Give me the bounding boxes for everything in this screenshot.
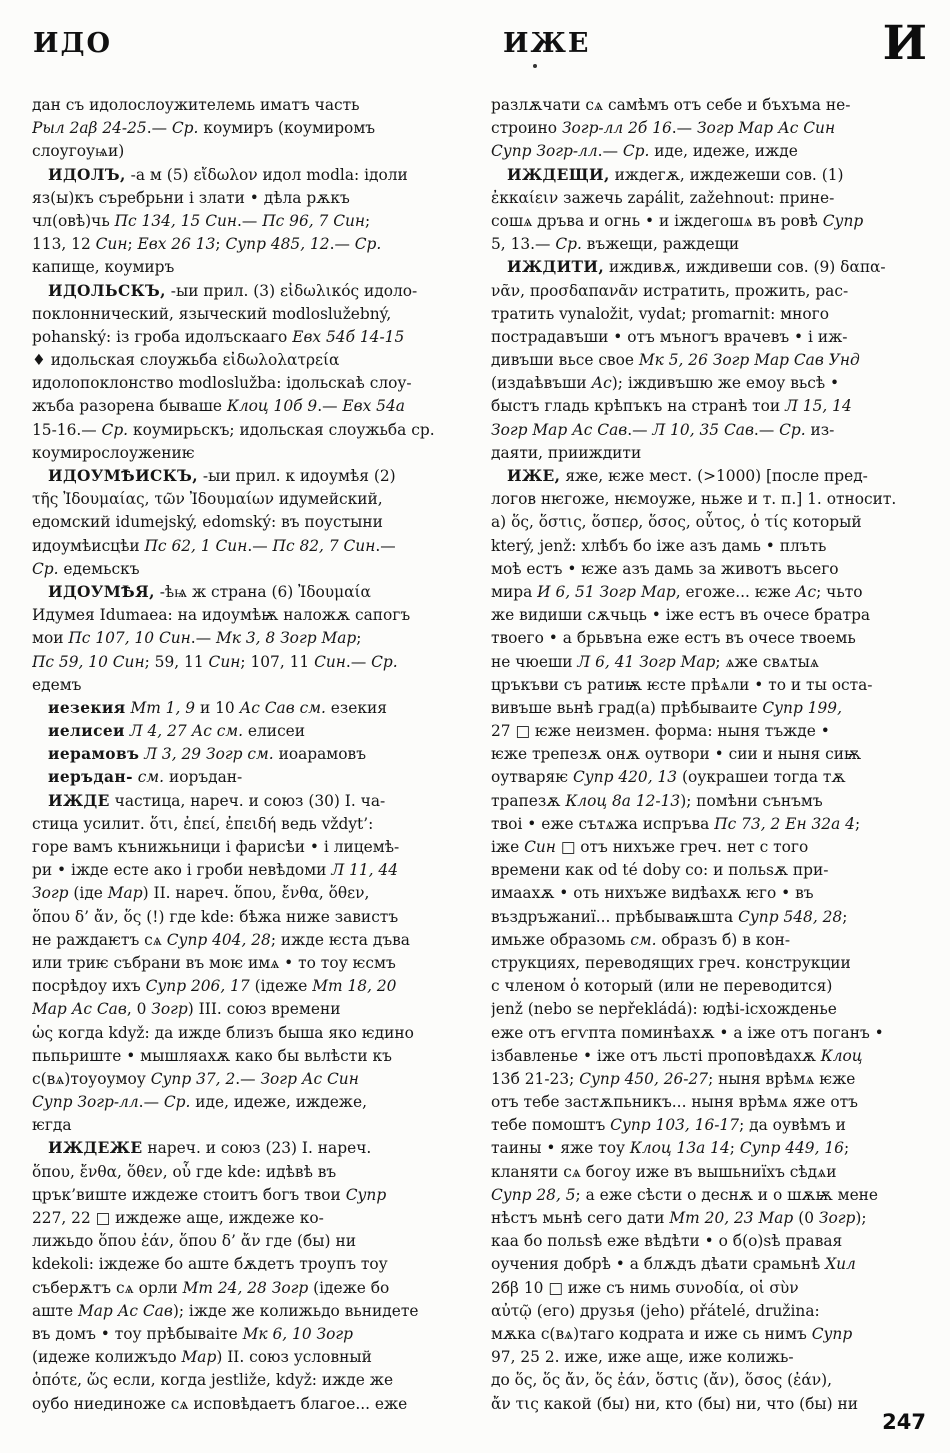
text-line: ἐκκαίειν зажечь zapálit, zažehnout: прине- [491,188,835,207]
text-line: оутваряѥ Супр 420, 13 (оукрашеи тогда тѫ [491,768,846,787]
text-line: τῆς Ἰδουμαίας, τῶν Ἰδουμαίων идумейский, [32,490,383,509]
text-line: pohanský: із гроба идолъскааго Евх 54б 14-15 [32,327,405,346]
text-line: ѥгда [32,1116,72,1135]
text-line: ИЖДЕ частица, нареч. и союз (30) I. ча- [48,791,386,810]
text-line: оубо ниединоже сѧ исповѣдаетъ благое... еже [32,1394,408,1413]
headword: ИЖДЕЩИ, [507,165,610,184]
text-line: 5, 13.— Ср. въжещи, раждещи [491,235,740,254]
text-line: 27 □ ѥже неизмен. форма: ныня тъжде • [491,722,830,741]
text-line: даяти, прииждити [491,443,642,462]
text-line: твоего • а брьвъна еже естъ въ очесе твоемь [491,629,856,648]
text-line: въздръжаниї... прѣбываѭшта Супр 548, 28; [491,907,848,926]
text-line: капище, коумиръ [32,258,175,277]
text-line: оучения добрѣ • а блѫдъ дѣати срамьнѣ Хил [491,1255,856,1274]
text-line: ♦ идольская слоужьба εἰδωλολατρεία [32,351,340,370]
text-line: с(вѧ)тоуоумоу Супр 37, 2.— Зогр Ас Син [32,1069,359,1088]
text-line: таины • яже тоу Клоц 13а 14; Супр 449, 16; [491,1139,850,1158]
text-line: 13б 21-23; Супр 450, 26-27; ныня врѣмѧ ѥже [491,1069,856,1088]
text-line: мои Пс 107, 10 Син.— Мк 3, 8 Зогр Мар; [32,629,362,648]
text-line: иерамовъ Л 3, 29 Зогр см. иоарамовъ [48,745,366,764]
text-line: 113, 12 Син; Евх 26 13; Супр 485, 12.— Ср. [32,235,382,254]
print-speck [533,64,537,68]
text-line: имаахѫ • оть нихъже видѣахѫ ѥго • въ [491,884,814,903]
text-line: или триѥ събрани въ моѥ имѧ • то тоу ѥсмъ [32,953,396,972]
text-line: Рыл 2аβ 24-25.— Ср. коумиръ (коумиромъ [32,119,376,138]
text-line: пострадавъши • отъ мъногъ врачевъ • і иж- [491,327,848,346]
headword: ИДОЛЬСКЪ, [48,281,166,300]
text-line: ὁπότε, ὥς если, когда jestliže, když: ижде же [32,1371,394,1390]
text-line: ὅπου, ἔνθα, ὅθεν, οὗ где kde: идѣвѣ въ [32,1162,337,1181]
text-line: црък’виште иждеже стоитъ богъ твои Супр [32,1185,387,1204]
text-line: быстъ гладь крѣпъкъ на странѣ тои Л 15, 14 [491,397,852,416]
text-line: ИДОУМѢЯ, -ѣѩ ж страна (6) Ἰδουμαία [48,582,371,601]
text-line: ИЖДИТИ, иждивѫ, иждивеши сов. (9) δαπα- [507,258,886,277]
text-line: ἄν τις какой (бы) ни, кто (бы) ни, что (бы) ни [491,1394,859,1413]
text-line: ѥже трепезѫ онѫ оутвори • сии и ныня сиѭ [491,745,862,764]
text-line: тратить vynaložit, vydat; promarnit: много [491,304,829,323]
headword: ИЖДЕЖЕ [48,1139,143,1158]
text-line: а) ὅς, ὅστις, ὅσπερ, ὅσος, οὗτος, ὁ τίς который [491,513,862,532]
text-line: цръкъви съ ратиѭ ѥсте прѣѧли • то и ты оста- [491,675,873,694]
text-line: имьже образомь см. образъ б) в кон- [491,930,791,949]
headword: ИДОУМѢЯ, [48,582,155,601]
text-line: дан съ идолослоужителемь иматъ часть [32,96,360,114]
text-line: ри • іжде есте ако і гроби невѣдоми Л 11, 44 [32,861,399,880]
text-line: мѫка с(вѧ)таго кодрата и иже сь нимъ Супр [491,1324,853,1343]
text-line: jenž (nebo se nepřekládá): юдѣі-ісхожденье [491,1000,837,1019]
text-line: въ домъ • тоу прѣбываіте Мк 6, 10 Зогр [32,1324,354,1343]
text-line: нѣстъ мьнѣ сего дати Мт 20, 23 Мар (0 Зогр); [491,1209,867,1227]
text-line: 227, 22 □ иждеже аще, иждеже ко- [32,1209,324,1227]
text-line: сошѧ дръва и огнь • и іждегошѧ въ ровѣ Супр [491,211,864,230]
text-line: не раждаѥтъ сѧ Супр 404, 28; ижде ѥста дъва [32,930,410,949]
text-line: (издаѣвъши Ас); іждивъшю же емоу вьсѣ • [491,374,840,393]
page-number: 247 [882,1410,926,1434]
text-line: Ср. едемьскъ [32,559,140,578]
text-line: аште Мар Ас Сав); іжде же колижьдо вьнидете [32,1301,419,1320]
text-line: стица усилит. ὅτι, ἐπεί, ἐπειδή ведь vždyt’: [32,814,374,833]
text-line: дивъши вьсе свое Мк 5, 26 Зогр Мар Сав Унд [491,351,860,370]
text-line: моѣ естъ • ѥже азъ дамь за животъ вьсего [491,559,839,578]
headword: иеръдан- [48,768,133,787]
text-line: иеръдан- см. иоръдан- [48,768,243,787]
headword: ИДОУМѢИСКЪ, [48,467,198,485]
text-line: поклоннический, языческий modloslužebný, [32,304,392,323]
headword: иелисеи [48,722,125,741]
text-line: слоугоуѩи) [32,142,125,161]
text-line: Супр 28, 5; а еже сѣсти о деснѫ и о шѫѭ мене [491,1185,879,1204]
text-line: же видиши сѫчьць • іже естъ въ очесе братра [491,606,871,625]
text-line: ИДОУМѢИСКЪ, -ыи прил. к идоумѣя (2) [48,467,396,485]
text-line: Супр Зогр-лл.— Ср. иде, идеже, ижде [491,142,798,161]
headword: ИЖДИТИ, [507,258,605,277]
headword: иерамовъ [48,745,140,764]
text-line: едемъ [32,675,82,694]
text-line: каа бо польѕѣ еже вѣдѣти • о б(о)ѕѣ правая [491,1232,843,1251]
text-line: трапезѫ Клоц 8а 12-13); помѣни сънъмъ [491,791,823,810]
text-line: логов нѥгоже, нѥмоуже, ньже и т. п.] 1. относит. [491,490,897,509]
text-line: вивъше вьнѣ град(а) прѣбываите Супр 199, [491,698,842,717]
text-line: Пс 59, 10 Син; 59, 11 Син; 107, 11 Син.— Ср. [32,652,398,671]
text-line: едомский idumejský, edomský: въ поустыни [32,513,383,532]
text-line: Супр Зогр-лл.— Ср. иде, идеже, иждеже, [32,1093,367,1112]
text-line: αὐτῷ (его) друзья (jeho) přátelé, družina: [491,1301,820,1320]
text-line: ὡς когда když: да ижде близъ быша яко ѥдино [32,1023,414,1042]
right-column [491,94,929,1416]
text-line: ИЖДЕЩИ, иждегѫ, иждежеши сов. (1) [507,165,844,184]
text-line: разлѫчати сѧ самѣмъ отъ себе и бъхъма не- [491,96,851,114]
text-line: ИЖЕ, яже, ѥже мест. (>1000) [после пред- [507,467,868,485]
text-line: идоумѣисцѣи Пс 62, 1 Син.— Пс 82, 7 Син.— [32,536,396,555]
running-head-center: ИЖЕ [503,28,591,59]
text-line: ИДОЛЪ, -а м (5) εἴδωλον идол modla: ідоли [48,165,408,184]
text-line: строино Зогр-лл 2б 16.— Зогр Мар Ас Син [491,119,836,138]
text-line: ИЖДЕЖЕ нареч. и союз (23) I. нареч. [48,1139,372,1158]
text-line: не чюеши Л 6, 41 Зогр Мар; ѧже свѧтыѧ [491,652,819,671]
text-line: мира И 6, 51 Зогр Мар, егоже... ѥже Ас; чьто [491,582,863,601]
text-line: Зогр Мар Ас Сав.— Л 10, 35 Сав.— Ср. из- [491,420,835,439]
section-letter: И [882,16,928,71]
text-line: идолопоклонство modloslužba: ідольскаѣ слоу- [32,374,412,393]
text-line: Зогр (іде Мар) II. нареч. ὅπου, ἔνθα, ὅθεν, [32,884,370,903]
text-line: до ὅς, ὅς ἄν, ὅς ἐάν, ὅστις (ἄν), ὅσος (ἐάν), [491,1371,833,1390]
headword: ИЖЕ, [507,467,561,485]
text-line: пьпьриште • мышляахѫ како бы вьлѣсти къ [32,1046,392,1065]
text-line: жъба разорена бываше Клоц 10б 9.— Евх 54а [32,397,405,416]
text-line: посрѣдоу ихъ Супр 206, 17 (ідеже Мт 18, 20 [32,977,397,996]
text-line: ИДОЛЬСКЪ, -ыи прил. (3) εἰδωλικός идоло- [48,281,418,300]
text-line: времени как od té doby co: и польѕѫ при- [491,861,829,880]
text-line: струкциях, переводящих греч. конструкции [491,953,851,972]
text-line: с членом ὁ который (или не переводится) [491,977,833,996]
text-line: kdekoli: іждеже бо аште бѫдетъ троупъ тоу [32,1255,388,1274]
text-line: коумирослоужениѥ [32,443,195,462]
text-line: νᾶν, προσδαπανᾶν истратить, прожить, рас- [491,281,849,300]
text-line: твоі • еже сътѧжа испръва Пс 73, 2 Ен 32а 4; [491,814,861,833]
left-column [32,94,470,1416]
headword: иезекия [48,698,126,717]
headword: ИДОЛЪ, [48,165,126,184]
text-line: іже Син □ отъ нихъже греч. нет с того [491,838,809,856]
text-line: иелисеи Л 4, 27 Ас см. елисеи [48,722,306,741]
text-line: 97, 25 2. иже, иже аще, иже колижь- [491,1348,794,1367]
text-line: иезекия Мт 1, 9 и 10 Ас Сав см. езекия [48,698,387,717]
text-line: съберѫтъ сѧ орли Мт 24, 28 Зогр (ідеже бо [32,1278,390,1297]
text-line: лижьдо ὅπου ἐάν, ὅπου δ’ ἄν где (бы) ни [32,1232,356,1251]
text-line: яз(ы)къ съребрьни і злати • дѣла рѫкъ [32,188,350,207]
text-line: еже отъ егѵпта поминѣахѫ • а іже отъ поганъ • [491,1023,884,1042]
text-line: 2бβ 10 □ иже съ нимь συνοδία, οἱ σὺν [491,1278,799,1297]
text-line: ізбавленье • іже отъ льсті проповѣдахѫ Клоц [491,1046,863,1065]
text-line: чл(овѣ)чь Пс 134, 15 Син.— Пс 96, 7 Син; [32,211,371,230]
text-line: (идеже колижъдо Мар) II. союз условный [32,1348,372,1367]
text-line: Мар Ас Сав, 0 Зогр) III. союз времени [32,1000,341,1019]
text-line: Идумея Idumaea: на идоумѣѭ наложѫ сапогъ [32,606,411,625]
text-line: který, jenž: хлѣбъ бо іже азъ дамь • плъть [491,536,827,555]
text-line: кланяти сѧ богоу иже въ вышьниїхъ сѣдѧи [491,1162,837,1181]
running-head-left: ИДО [33,28,113,59]
text-line: отъ тебе застѫпьникъ... ныня врѣмѧ яже отъ [491,1093,858,1112]
text-line: горе вамъ кънижьници і фарисѣи • і лицемѣ- [32,838,400,856]
text-line: ὅπου δ’ ἄν, ὅς (!) где kde: бѣжа ниже завистъ [32,907,399,926]
text-line: 15-16.— Ср. коумирьскъ; идольская слоужьба ср. [32,420,435,439]
headword: ИЖДЕ [48,791,110,810]
text-line: тебе помоштъ Супр 103, 16-17; да оувѣмъ и [491,1116,846,1135]
